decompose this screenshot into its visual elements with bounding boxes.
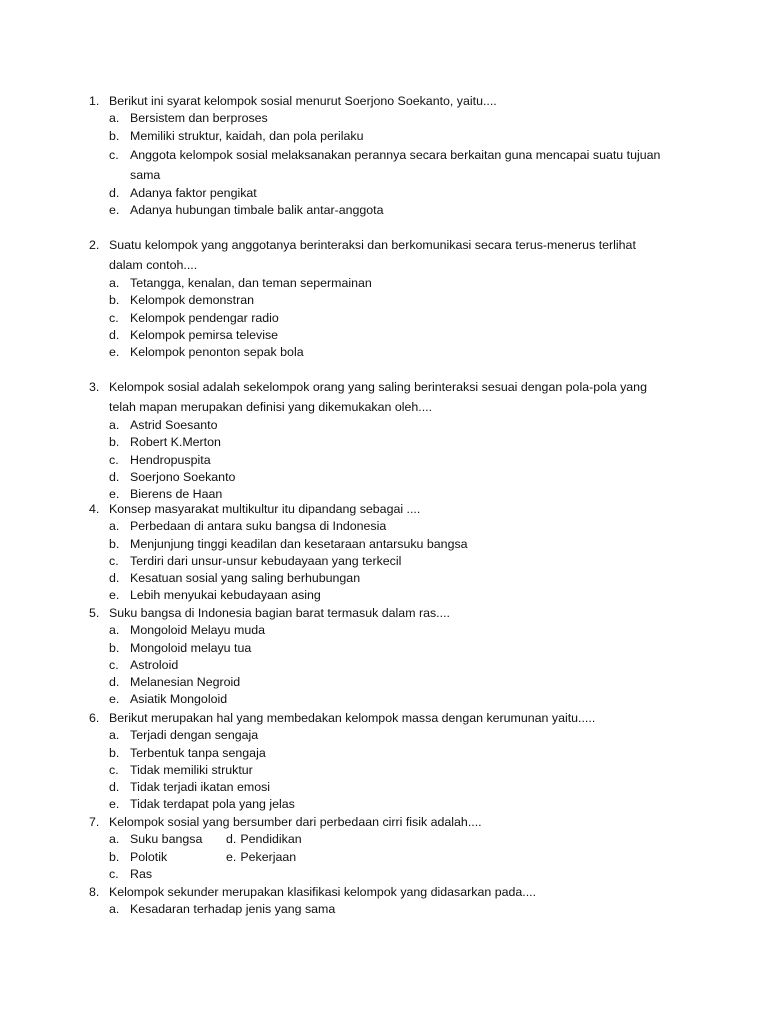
question-prompt: Kelompok sosial yang bersumber dari perbedaan cirri fisik adalah....	[109, 815, 482, 829]
option-a	[0, 110, 768, 127]
option-row-3	[0, 866, 768, 883]
option-letter: b.	[109, 128, 120, 143]
option-letter: c.	[109, 866, 119, 881]
option-d	[0, 327, 768, 344]
option-a	[0, 518, 768, 535]
question-number: 7.	[89, 815, 100, 829]
option-d	[0, 779, 768, 796]
option-a	[0, 622, 768, 639]
option-text: Tidak memiliki struktur	[130, 762, 253, 777]
option-e	[0, 587, 768, 604]
option-a	[0, 727, 768, 744]
option-text: Soerjono Soekanto	[130, 469, 236, 484]
question-text	[0, 377, 768, 417]
option-text: Robert K.Merton	[130, 435, 221, 450]
option-text: Anggota kelompok sosial melaksanakan perannya secara berkaitan guna mencapai suatu tujuan sama	[130, 147, 661, 182]
option-text: Melanesian Negroid	[130, 675, 241, 690]
option-letter: e.	[109, 588, 120, 603]
question-number: 4.	[89, 502, 100, 516]
option-letter: d.	[226, 832, 237, 847]
question-number: 2.	[89, 238, 100, 252]
question-text	[0, 605, 768, 622]
question-number: 6.	[89, 711, 100, 725]
question-text	[0, 93, 768, 110]
option-letter: d.	[109, 675, 120, 690]
option-letter: b.	[109, 536, 120, 551]
option-c	[0, 762, 768, 779]
option-letter: e.	[226, 849, 237, 864]
option-letter: c.	[109, 657, 119, 672]
option-text: Suku bangsa	[130, 832, 203, 847]
option-c	[0, 145, 768, 185]
option-letter: c.	[109, 553, 119, 568]
question-text	[0, 814, 768, 831]
option-letter: a.	[109, 902, 120, 917]
option-d	[0, 570, 768, 587]
option-letter: a.	[109, 418, 120, 432]
option-text: Tidak terdapat pola yang jelas	[130, 797, 295, 812]
option-letter: b.	[109, 745, 120, 760]
option-letter: b.	[109, 640, 120, 655]
option-text: Bersistem dan berproses	[130, 111, 268, 126]
question-number: 1.	[89, 94, 100, 108]
option-text: Perbedaan di antara suku bangsa di Indonesia	[130, 519, 387, 534]
question-8	[0, 884, 768, 919]
option-letter: a.	[109, 111, 120, 126]
option-e	[0, 202, 768, 219]
option-letter: c.	[109, 147, 119, 162]
option-text: Adanya faktor pengikat	[130, 185, 257, 200]
question-1	[0, 93, 768, 219]
question-7	[0, 814, 768, 883]
option-text: Kesadaran terhadap jenis yang sama	[130, 902, 336, 917]
option-e	[0, 796, 768, 813]
option-second-column	[226, 849, 296, 866]
question-number: 3.	[89, 380, 100, 394]
question-prompt: Berikut ini syarat kelompok sosial menurut Soerjono Soekanto, yaitu....	[109, 94, 497, 108]
option-text: Terbentuk tanpa sengaja	[130, 745, 266, 760]
option-text: Terdiri dari unsur-unsur kebudayaan yang terkecil	[130, 553, 402, 568]
option-letter: b.	[109, 293, 120, 308]
option-text: Ras	[130, 866, 153, 881]
option-text: Mongoloid Melayu muda	[130, 623, 265, 638]
option-letter: a.	[109, 519, 120, 534]
question-number: 5.	[89, 606, 100, 620]
option-letter: d.	[109, 469, 120, 484]
option-letter: b.	[109, 435, 120, 450]
option-text: Kelompok pendengar radio	[130, 310, 279, 325]
option-d	[0, 674, 768, 691]
option-text: Astrid Soesanto	[130, 418, 218, 432]
option-e	[0, 691, 768, 708]
option-b	[0, 745, 768, 762]
question-5	[0, 605, 768, 709]
option-text: Polotik	[130, 849, 168, 864]
option-text: Pendidikan	[240, 832, 302, 847]
option-letter: a.	[109, 832, 120, 847]
question-number: 8.	[89, 885, 100, 899]
option-text: Lebih menyukai kebudayaan asing	[130, 588, 321, 603]
option-text: Memiliki struktur, kaidah, dan pola perilaku	[130, 128, 364, 143]
option-text: Menjunjung tinggi keadilan dan kesetaraan antarsuku bangsa	[130, 536, 468, 551]
option-c	[0, 452, 768, 469]
option-a	[0, 901, 768, 918]
option-text: Tidak terjadi ikatan emosi	[130, 780, 271, 795]
option-letter: a.	[109, 728, 120, 743]
option-text: Kelompok pemirsa televise	[130, 327, 279, 342]
question-prompt: Konsep masyarakat multikultur itu dipandang sebagai ....	[109, 502, 421, 516]
option-c	[0, 553, 768, 570]
question-6	[0, 710, 768, 814]
question-prompt: Suatu kelompok yang anggotanya berinteraksi dan berkomunikasi secara terus-menerus terlihat dalam contoh....	[109, 238, 636, 272]
option-text: Hendropuspita	[130, 452, 211, 467]
option-text: Bierens de Haan	[130, 487, 223, 502]
option-letter: d.	[109, 780, 120, 795]
option-d	[0, 469, 768, 486]
option-letter: d.	[109, 185, 120, 200]
option-letter: e.	[109, 345, 120, 360]
question-text	[0, 501, 768, 518]
question-prompt: Suku bangsa di Indonesia bagian barat termasuk dalam ras....	[109, 606, 450, 620]
option-letter: a.	[109, 276, 120, 290]
question-prompt: Kelompok sosial adalah sekelompok orang yang saling berinteraksi sesuai dengan pola-pola yang telah mapan merupakan definisi yang dikemukakan oleh....	[109, 380, 647, 414]
option-d	[0, 185, 768, 202]
option-second-column	[226, 831, 302, 848]
option-b	[0, 536, 768, 553]
option-b	[0, 128, 768, 145]
option-letter: a.	[109, 623, 120, 638]
option-b	[0, 292, 768, 309]
option-text: Kelompok penonton sepak bola	[130, 345, 304, 360]
option-letter: c.	[109, 452, 119, 467]
option-text: Astroloid	[130, 657, 179, 672]
option-text: Terjadi dengan sengaja	[130, 728, 259, 743]
question-3	[0, 377, 768, 503]
option-letter: d.	[109, 327, 120, 342]
option-c	[0, 310, 768, 327]
option-text: Tetangga, kenalan, dan teman sepermainan	[130, 276, 372, 290]
option-letter: e.	[109, 692, 120, 707]
question-text	[0, 710, 768, 727]
option-c	[0, 657, 768, 674]
option-letter: c.	[109, 310, 119, 325]
option-text: Asiatik Mongoloid	[130, 692, 228, 707]
option-e	[0, 344, 768, 361]
option-text: Kelompok demonstran	[130, 293, 254, 308]
option-text: Adanya hubungan timbale balik antar-anggota	[130, 203, 384, 218]
question-text	[0, 884, 768, 901]
question-prompt: Kelompok sekunder merupakan klasifikasi kelompok yang didasarkan pada....	[109, 885, 537, 899]
question-4	[0, 501, 768, 605]
question-prompt: Berikut merupakan hal yang membedakan kelompok massa dengan kerumunan yaitu.....	[109, 711, 596, 725]
option-letter: e.	[109, 203, 120, 218]
option-b	[0, 640, 768, 657]
option-text: Kesatuan sosial yang saling berhubungan	[130, 571, 361, 586]
option-a	[0, 417, 768, 434]
option-text: Mongoloid melayu tua	[130, 640, 252, 655]
question-text	[0, 235, 768, 275]
option-letter: d.	[109, 571, 120, 586]
option-a	[0, 275, 768, 292]
option-letter: e.	[109, 797, 120, 812]
question-2	[0, 235, 768, 361]
option-letter: c.	[109, 762, 119, 777]
option-letter: b.	[109, 849, 120, 864]
option-b	[0, 434, 768, 451]
option-row-1	[0, 831, 768, 848]
option-row-2	[0, 849, 768, 866]
option-letter: e.	[109, 487, 120, 502]
option-text: Pekerjaan	[240, 849, 297, 864]
